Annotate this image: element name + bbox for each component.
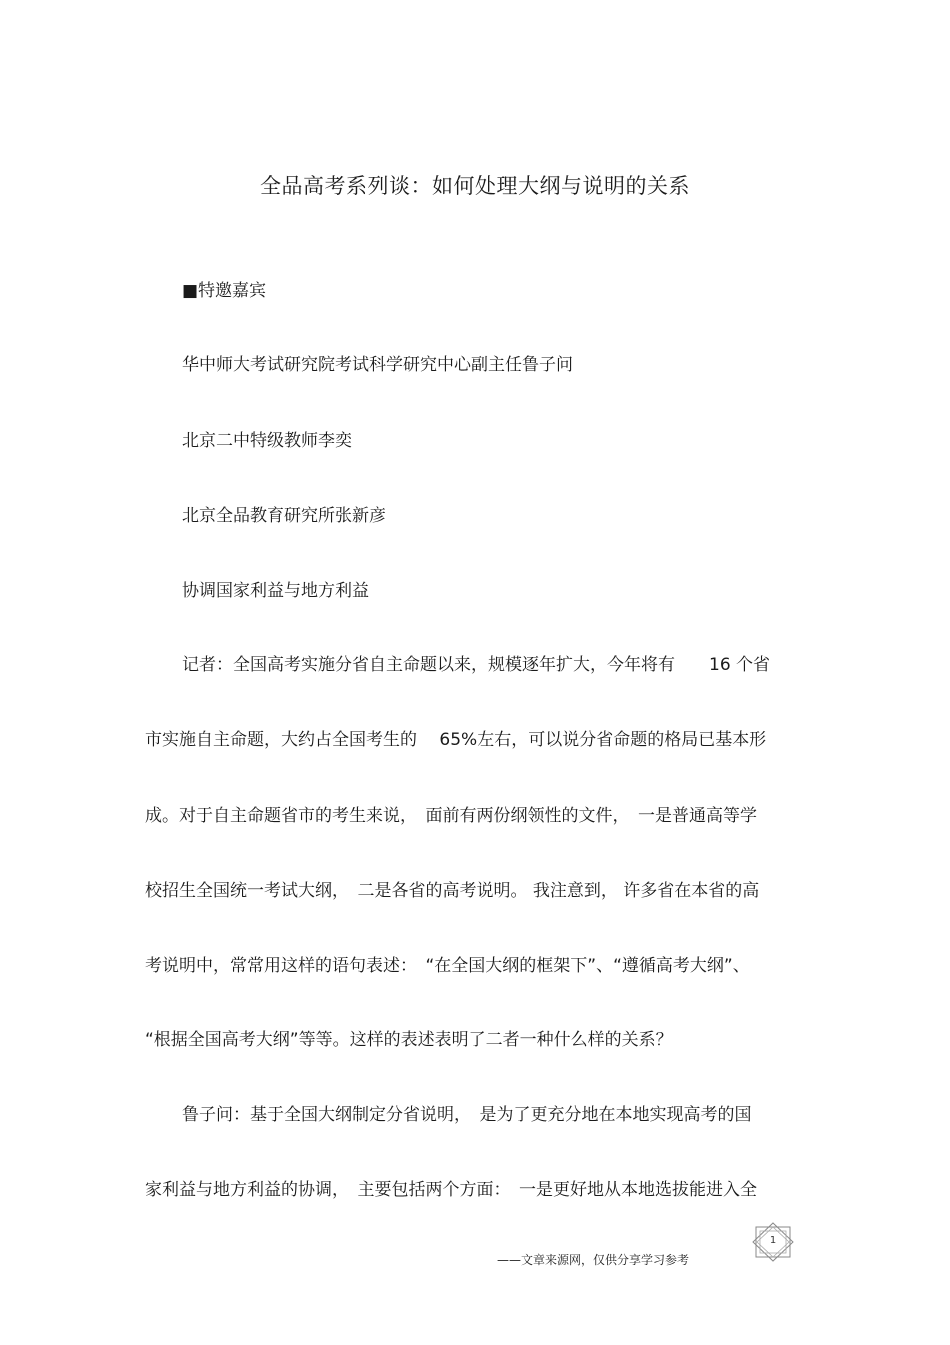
body-line: 家利益与地方利益的协调， 主要包括两个方面： 一是更好地从本地选拔能进入全 xyxy=(145,1180,757,1200)
guests-heading: ■特邀嘉宾 xyxy=(182,281,267,301)
guest-item: 华中师大考试研究院考试科学研究中心副主任鲁子问 xyxy=(182,355,573,375)
body-line: 鲁子问：基于全国大纲制定分省说明， 是为了更充分地在本地实现高考的国 xyxy=(182,1105,752,1125)
guest-item: 北京二中特级教师李奕 xyxy=(182,431,352,451)
document-title: 全品高考系列谈：如何处理大纲与说明的关系 xyxy=(260,174,690,198)
page-number-badge xyxy=(750,1222,796,1262)
page-number: 1 xyxy=(769,1235,777,1246)
body-line: 校招生全国统一考试大纲， 二是各省的高考说明。 我注意到， 许多省在本省的高 xyxy=(145,881,760,901)
body-line: 考说明中，常常用这样的语句表述： “在全国大纲的框架下”、“遵循高考大纲”、 xyxy=(145,956,750,976)
body-line: 记者：全国高考实施分省自主命题以来，规模逐年扩大，今年将有 16 个省 xyxy=(182,655,771,675)
body-line: 市实施自主命题，大约占全国考生的 65%左右，可以说分省命题的格局已基本形 xyxy=(145,730,767,750)
body-line: 成。对于自主命题省市的考生来说， 面前有两份纲领性的文件， 一是普通高等学 xyxy=(145,806,757,826)
body-line: “根据全国高考大纲”等等。这样的表述表明了二者一种什么样的关系？ xyxy=(145,1030,673,1050)
source-note: ——文章来源网，仅供分享学习参考 xyxy=(497,1253,690,1267)
section-heading: 协调国家利益与地方利益 xyxy=(182,581,369,601)
guest-item: 北京全品教育研究所张新彦 xyxy=(182,506,386,526)
